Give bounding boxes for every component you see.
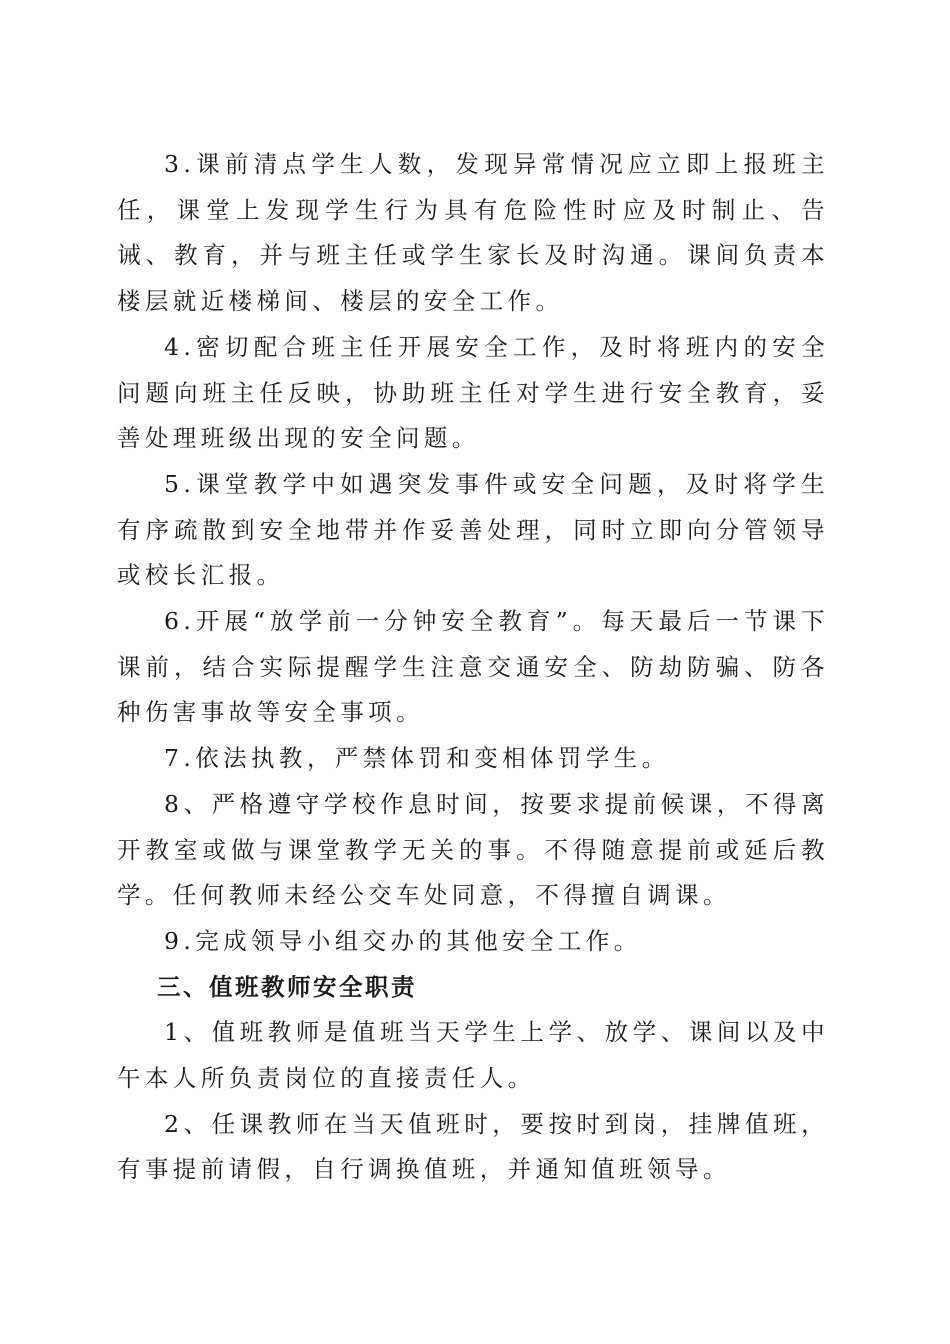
section-heading: 三、值班教师安全职责: [157, 972, 417, 1001]
document-body: [117, 142, 829, 1193]
paragraph-item-8: 8、严格遵守学校作息时间，按要求提前候课，不得离开教室或做与课堂教学无关的事。不得随意提前或延后教学。任何教师未经公交车处同意，不得擅自调课。: [117, 789, 829, 910]
paragraph-item-4: 4.密切配合班主任开展安全工作，及时将班内的安全问题向班主任反映，协助班主任对学生进行安全教育，妥善处理班级出现的安全问题。: [117, 332, 829, 453]
section-paragraph-1: 1、值班教师是值班当天学生上学、放学、课间以及中午本人所负责岗位的直接责任人。: [117, 1018, 829, 1093]
paragraph-item-6: 6.开展“放学前一分钟安全教育”。每天最后一节课下课前，结合实际提醒学生注意交通安全、防劫防骗、防各种伤害事故等安全事项。: [117, 607, 829, 727]
paragraph-item-9: 9.完成领导小组交办的其他安全工作。: [164, 926, 642, 955]
paragraph-item-3: 3.课前清点学生人数，发现异常情况应立即上报班主任，课堂上发现学生行为具有危险性时应及时制止、告诫、教育，并与班主任或学生家长及时沟通。课间负责本楼层就近楼梯间、楼层的安全工作。: [117, 150, 829, 316]
section-paragraph-2: 2、任课教师在当天值班时，要按时到岗，挂牌值班，有事提前请假，自行调换值班，并通知值班领导。: [117, 1109, 829, 1184]
paragraph-item-5: 5.课堂教学中如遇突发事件或安全问题，及时将学生有序疏散到安全地带并作妥善处理，同时立即向分管领导或校长汇报。: [117, 469, 829, 590]
paragraph-item-7: 7.依法执教，严禁体罚和变相体罚学生。: [164, 744, 670, 773]
